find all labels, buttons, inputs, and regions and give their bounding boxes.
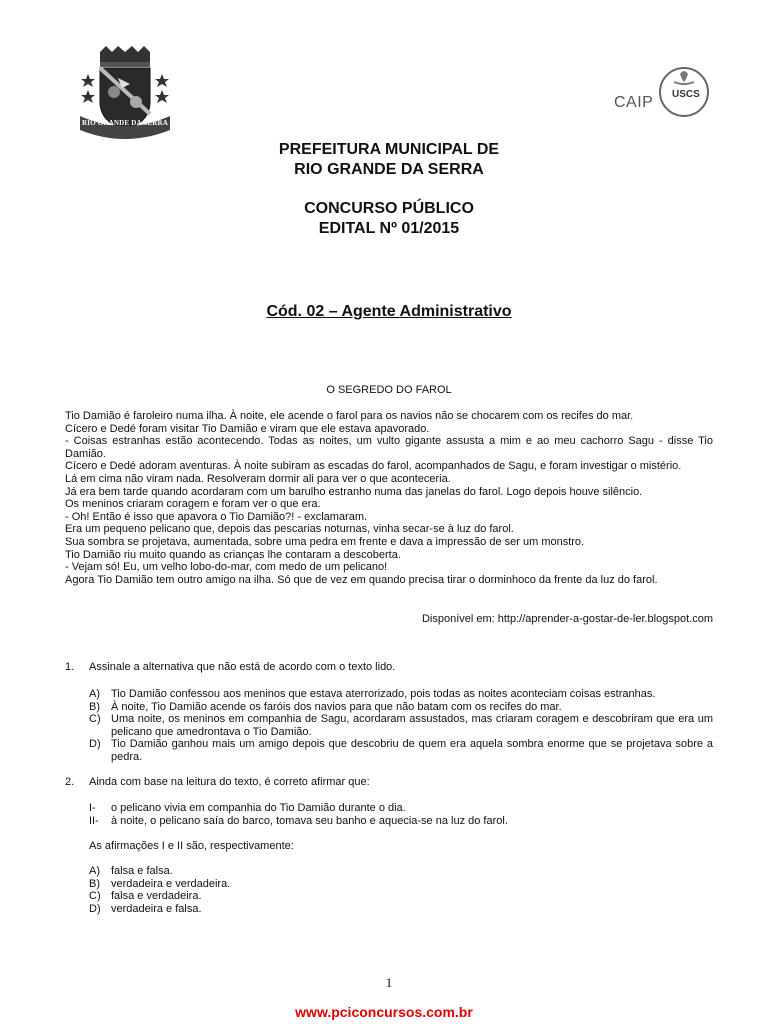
question-1-options (89, 688, 713, 764)
question-stem: Assinale a alternativa que não está de acordo com o texto lido. (89, 661, 396, 673)
option-text: falsa e falsa. (111, 865, 173, 877)
story-paragraph: Cícero e Dedé adoram aventuras. À noite subiram as escadas do farol, acompanhados de Sagu, e foram investigar o mistério. (65, 460, 682, 473)
question-number: 2. (65, 776, 75, 788)
option-a (89, 865, 713, 878)
footer-website-link[interactable]: www.pciconcursos.com.br (295, 1004, 473, 1020)
position-code-heading: Cód. 02 – Agente Administrativo (266, 303, 512, 320)
story-paragraph: Agora Tio Damião tem outro amigo na ilha. Só que de vez em quando precisa tirar o dorminhoco da frente da luz do farol. (65, 573, 658, 586)
story-paragraph: - Vejam só! Eu, um velho lobo-do-mar, com medo de um pelicano! (65, 561, 388, 574)
heading-line-4: EDITAL Nº 01/2015 (318, 220, 460, 237)
municipal-crest-logo (78, 44, 172, 148)
statement-label: II- (89, 814, 99, 827)
question-2-options (89, 865, 713, 915)
option-d (89, 903, 713, 916)
caip-uscs-logo (610, 66, 714, 122)
option-text: À noite, Tio Damião acende os faróis dos navios para que não batam com os recifes do mar. (111, 700, 562, 713)
story-text (65, 410, 713, 586)
option-a (89, 688, 713, 701)
option-text: falsa e verdadeira. (111, 890, 202, 903)
story-title: O SEGREDO DO FAROL (326, 384, 452, 396)
statement-ii (89, 815, 713, 828)
statement-i (89, 802, 713, 815)
statement-text: o pelicano vivia em companhia do Tio Damião durante o dia. (111, 802, 406, 814)
option-text: Tio Damião ganhou mais um amigo depois que descobriu de quem era aquela sombra enorme que se projetava sobre a pedra. (111, 738, 713, 763)
option-text: Uma noite, os meninos em companhia de Sagu, acordaram assustados, mas criaram coragem e descobriram que era um pelicano que amedrontava o Tio Damião. (111, 713, 713, 738)
story-paragraph: - Oh! Então é isso que apavora o Tio Damião?! - exclamaram. (65, 510, 368, 523)
option-text: verdadeira e falsa. (111, 902, 202, 915)
institution-heading (0, 140, 768, 180)
story-paragraph: - Coisas estranhas estão acontecendo. Todas as noites, um vulto gigante assusta a mim e ao meu cachorro Sagu - disse Tio Damião. (65, 435, 713, 460)
option-letter: D) (89, 738, 101, 751)
statement-text: à noite, o pelicano saía do barco, tomava seu banho e aquecia-se na luz do farol. (111, 814, 508, 827)
page-number: 1 (385, 975, 393, 990)
heading-line-1: PREFEITURA MUNICIPAL DE (278, 141, 500, 158)
heading-line-3: CONCURSO PÚBLICO (304, 200, 474, 217)
heading-line-2: RIO GRANDE DA SERRA (294, 161, 484, 178)
option-letter: C) (89, 890, 101, 903)
question-stem: Ainda com base na leitura do texto, é correto afirmar que: (89, 776, 370, 788)
story-paragraph: Tio Damião é faroleiro numa ilha. À noite, ele acende o farol para os navios não se chocarem com os recifes do mar. (65, 410, 634, 422)
story-paragraph: Lá em cima não viram nada. Resolveram dormir ali para ver o que aconteceria. (65, 472, 451, 485)
option-letter: A) (89, 688, 100, 700)
story-paragraph: Tio Damião riu muito quando as crianças lhe contaram a descoberta. (65, 548, 401, 561)
story-source: Disponível em: http://aprender-a-gostar-de-ler.blogspot.com (421, 613, 713, 625)
story-paragraph: Era um pequeno pelicano que, depois das pescarias noturnas, vinha secar-se à luz do farol. (65, 523, 514, 536)
question-2-prompt: As afirmações I e II são, respectivamente: (89, 840, 294, 852)
option-letter: D) (89, 902, 101, 915)
statement-label: I- (89, 802, 96, 814)
option-letter: B) (89, 877, 100, 890)
option-letter: A) (89, 865, 100, 877)
crest-graphic (78, 44, 172, 148)
option-d (89, 738, 713, 763)
option-b (89, 701, 713, 714)
option-letter: B) (89, 700, 100, 713)
crest-ribbon-text: RIO GRANDE DA SERRA (81, 119, 169, 127)
question-2-statements (89, 802, 713, 827)
option-letter: C) (89, 713, 101, 726)
story-paragraph: Cícero e Dedé foram visitar Tio Damião e viram que ele estava apavorado. (65, 422, 430, 435)
option-text: Tio Damião confessou aos meninos que estava aterrorizado, pois todas as noites aconteciam coisas estranhas. (111, 688, 656, 700)
story-paragraph: Já era bem tarde quando acordaram com um barulho estranho numa das janelas do farol. Logo depois houve silêncio. (65, 485, 643, 498)
option-text: verdadeira e verdadeira. (111, 877, 231, 890)
contest-heading (0, 199, 768, 239)
option-c (89, 890, 713, 903)
caip-logo-text: CAIP (614, 94, 654, 111)
story-paragraph: Sua sombra se projetava, aumentada, sobre uma pedra em frente e dava a impressão de ser um monstro. (65, 535, 585, 548)
uscs-logo-text: USCS (672, 89, 700, 100)
option-b (89, 878, 713, 891)
story-paragraph: Os meninos criaram coragem e foram ver o que era. (65, 498, 321, 511)
question-number: 1. (65, 661, 75, 673)
option-c (89, 713, 713, 738)
